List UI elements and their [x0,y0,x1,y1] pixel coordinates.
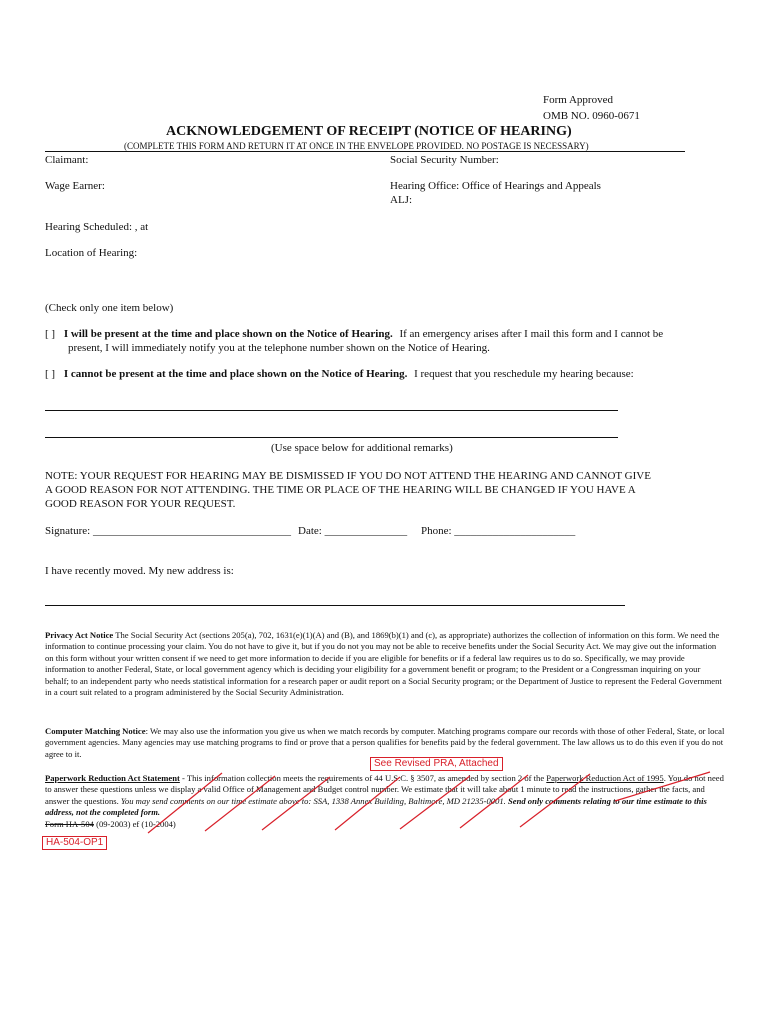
present-option-line2: present, I will immediately notify you at the telephone number shown on the Notice of Hearing. [68,342,490,354]
strike-mark-3 [262,777,330,830]
computer-matching-title: Computer Matching Notice [45,726,146,736]
signature-field[interactable]: Signature: ____________________________________ [45,525,291,537]
moved-label: I have recently moved. My new address is: [45,565,234,577]
note-line-2: A GOOD REASON FOR NOT ATTENDING. THE TIME OR PLACE OF THE HEARING WILL BE CHANGED IF YOU HAVE A [45,484,636,496]
ha-504-op1-stamp: HA-504-OP1 [42,836,107,850]
present-option-rest: If an emergency arises after I mail this form and I cannot be [399,328,664,340]
strike-mark-4 [335,777,400,830]
strike-mark-2 [205,776,275,831]
absent-option-rest: I request that you reschedule my hearing because: [414,368,634,380]
revised-pra-annotation: See Revised PRA, Attached [370,757,503,771]
paperwork-text-2: . You do not need to answer these questions unless we display a valid Office of Management and Budget control number. We estimate that it will take about 1 minute to read the instructions, gather the facts, and answer the questions. [45,773,724,806]
paperwork-act-link[interactable]: Paperwork Reduction Act of 1995 [546,773,664,783]
strike-mark-1 [148,773,222,833]
ssn-label: Social Security Number: [390,154,499,166]
form-approved-label: Form Approved [543,94,613,106]
privacy-act-title: Privacy Act Notice [45,630,114,640]
date-field[interactable]: Date: _______________ [298,525,408,537]
note-line-1: NOTE: YOUR REQUEST FOR HEARING MAY BE DISMISSED IF YOU DO NOT ATTEND THE HEARING AND CANNOT GIVE [45,470,651,482]
remarks-hint: (Use space below for additional remarks) [271,442,453,454]
privacy-act-text: The Social Security Act (sections 205(a), 702, 1631(e)(1)(A) and (B), and 1869(b)(1) and (c), as appropriate) authorizes the collection of information on this form. We need the information to continue processing your claim. You do not have to give it, but if you do not you may not be able to receive benefits under the Social Security Act. We may give out the information on this form without your written consent if we need to get more information to decide if you are eligible for benefits or if a federal law requires us to do so. Specifically, we may provide information to another Federal, State, or local government agency which is deciding your eligibility for a government benefit or program; to the President or a Congressman inquiring on your behalf; to an independent party who needs statistical information for a research paper or audit report on a Social Security program; or the Department of Justice to represent the Federal Government in a court suit related to a program administered by the Social Security Administration. [45,630,722,698]
strike-mark-5 [400,776,470,829]
form-number-date: (09-2003) ef (10-2004) [93,818,176,829]
present-option-bold: I will be present at the time and place shown on the Notice of Hearing. [63,328,393,340]
absent-checkbox[interactable]: [ ] [45,368,56,380]
wage-earner-label: Wage Earner: [45,180,105,192]
strike-mark-8 [615,772,710,801]
hearing-scheduled-label: Hearing Scheduled: , at [45,221,149,233]
form-subtitle: (COMPLETE THIS FORM AND RETURN IT AT ONCE IN THE ENVELOPE PROVIDED. NO POSTAGE IS NECESSARY) [124,141,589,151]
hearing-office-label: Hearing Office: Office of Hearings and Appeals [390,180,601,192]
phone-field[interactable]: Phone: ______________________ [421,525,576,537]
paperwork-comments-note: Send only comments relating to our time estimate to this address, not the completed form. [45,795,707,818]
absent-option-bold: I cannot be present at the time and place shown on the Notice of Hearing. [63,368,408,380]
paperwork-comments-address: You may send comments on our time estimate above to: SSA, 1338 Annex Building, Baltimore, MD 21235-0001. [120,795,506,806]
form-number-struck: Form HA-504 [45,818,94,829]
paperwork-title: Paperwork Reduction Act Statement [45,773,180,783]
omb-number: OMB NO. 0960-0671 [543,110,640,122]
strike-mark-6 [460,775,528,828]
present-checkbox[interactable]: [ ] [45,328,56,340]
claimant-label: Claimant: [45,154,89,166]
strike-mark-7 [520,774,590,827]
computer-matching-text: : We may also use the information you give us when we match records by computer. Matching programs compare our records with those of other Federal, State, or local government agencies. Many agencies may use matching programs to find or prove that a person qualifies for benefits paid by the federal government. The law allows us to do this even if you do not agree to it. [45,726,725,759]
check-instruction: (Check only one item below) [45,302,174,314]
form-title: ACKNOWLEDGEMENT OF RECEIPT (NOTICE OF HEARING) [166,124,572,139]
paperwork-text-1: - This information collection meets the requirements of 44 U.S.C. § 3507, as amended by section 2 of the [179,773,547,783]
alj-label: ALJ: [390,194,412,206]
note-line-3: GOOD REASON FOR YOUR REQUEST. [45,498,236,510]
location-label: Location of Hearing: [45,247,138,259]
